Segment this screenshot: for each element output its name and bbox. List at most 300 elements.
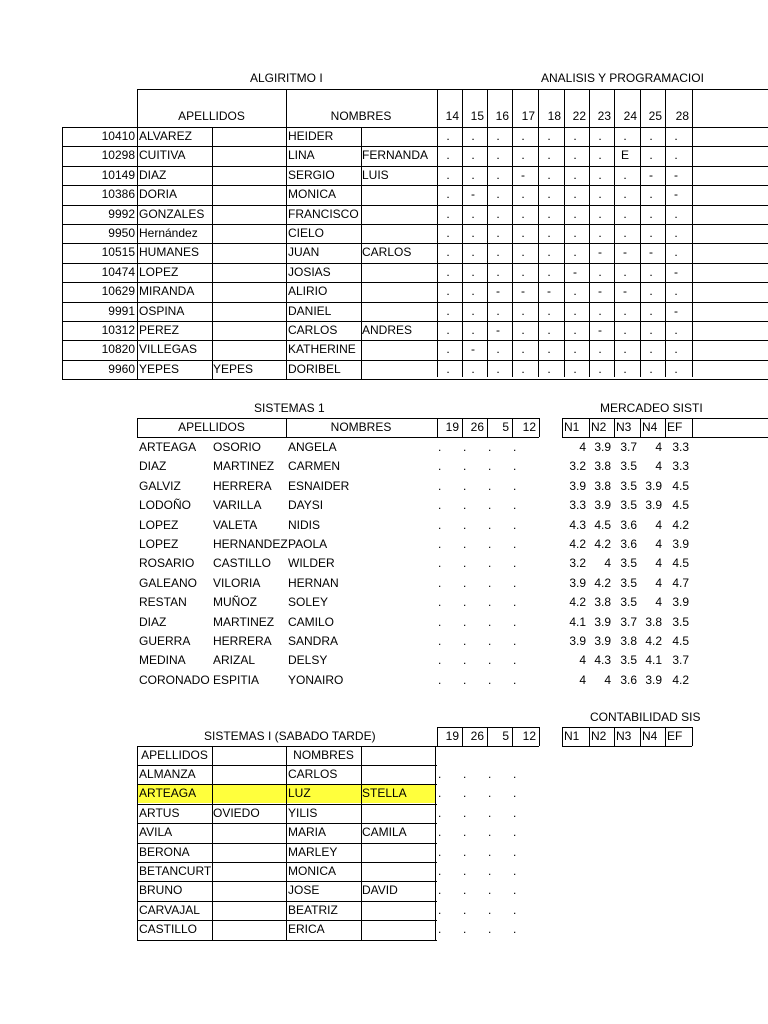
attendance-mark: . [547,129,551,143]
attendance-mark: . [488,844,492,859]
student-firstname: ANGELA [288,440,337,454]
student-firstname: MONICA [288,187,336,202]
grade-value: 4 [579,653,586,668]
attendance-mark: . [598,187,602,202]
attendance-mark: . [521,303,525,318]
attendance-mark: . [573,148,577,163]
attendance-mark: . [463,575,467,590]
attendance-mark: . [438,595,442,610]
attendance-mark: . [488,864,492,878]
grid-line [589,727,590,746]
student-id: 10629 [101,284,135,299]
grade-value: 4.5 [672,556,689,571]
column-header-day: 19 [445,729,459,743]
grid-line [361,746,362,940]
student-id: 10474 [101,264,135,279]
attendance-mark: . [463,537,467,551]
student-firstname: DELSY [288,653,328,668]
student-firstname2: DAVID [362,883,398,898]
attendance-mark: . [488,498,492,513]
grade-value: 3.8 [645,614,662,629]
grid-line [640,727,641,746]
grade-value: 3.9 [672,537,689,551]
grade-value: 3.3 [672,440,689,454]
attendance-mark: . [471,206,475,221]
grade-value: 4.2 [645,634,662,648]
attendance-mark: . [598,342,602,357]
student-id: 10149 [101,167,135,182]
attendance-mark: . [513,517,517,532]
section-title: CONTABILIDAD SIS [590,710,701,724]
attendance-mark: . [471,129,475,143]
attendance-mark: . [513,498,517,513]
grade-value: 4 [655,459,662,474]
attendance-mark: . [488,517,492,532]
attendance-mark: . [513,786,517,801]
student-firstname: KATHERINE [288,342,356,357]
attendance-mark: . [674,226,678,240]
attendance-mark: . [488,786,492,801]
attendance-mark: . [471,361,475,376]
attendance-mark: . [513,767,517,781]
attendance-mark: . [623,167,627,182]
attendance-mark: . [438,614,442,629]
grade-value: 3.9 [569,634,586,648]
attendance-mark: . [649,361,653,376]
attendance-mark: . [471,264,475,279]
student-firstname: FRANCISCO [288,206,359,221]
grade-value: 3.6 [620,537,637,551]
attendance-mark: . [463,864,467,878]
student-lastname2: YEPES [213,361,254,376]
column-header-grade: N2 [591,420,607,434]
attendance-mark: . [438,902,442,917]
attendance-mark: - [471,187,475,202]
attendance-mark: . [488,825,492,840]
grid-line [562,727,563,746]
grade-value: 3.5 [620,595,637,610]
grade-value: 3.5 [620,498,637,513]
attendance-mark: . [513,902,517,917]
attendance-mark: . [463,767,467,781]
grade-value: 3.2 [569,459,586,474]
grid-line [437,746,539,747]
attendance-mark: . [547,167,551,182]
attendance-mark: . [623,129,627,143]
section-title: ANALISIS Y PROGRAMACIOI [541,71,704,85]
grid-line [539,418,540,437]
grade-value: 4.2 [672,517,689,532]
student-firstname: ALIRIO [288,284,328,299]
attendance-mark: . [446,187,450,202]
attendance-mark: . [446,361,450,376]
grade-value: 3.9 [569,478,586,493]
attendance-mark: . [496,264,500,279]
attendance-mark: . [488,556,492,571]
column-header-day: 19 [445,420,459,434]
student-lastname: LOPEZ [139,517,179,532]
student-id: 10386 [101,187,135,202]
attendance-mark: . [623,361,627,376]
grade-value: 3.9 [569,575,586,590]
attendance-mark: . [649,342,653,357]
attendance-mark: - [649,167,653,182]
attendance-mark: . [488,883,492,898]
attendance-mark: . [438,440,442,454]
student-firstname: YONAIRO [288,672,344,687]
student-id: 9960 [108,361,135,376]
student-id: 10410 [101,129,135,143]
student-lastname: DIAZ [139,614,167,629]
attendance-mark: . [471,148,475,163]
grid-line [539,727,540,746]
student-firstname: CAMILO [288,614,335,629]
attendance-mark: . [649,303,653,318]
attendance-mark: . [438,922,442,937]
grade-value: 4.3 [569,517,586,532]
grade-value: 4 [655,556,662,571]
attendance-mark: . [513,556,517,571]
grid-line [692,89,693,377]
attendance-mark: . [521,148,525,163]
attendance-mark: . [496,342,500,357]
attendance-mark: . [513,672,517,687]
attendance-mark: - [649,245,653,260]
grid-line [692,418,693,437]
student-firstname: DORIBEL [288,361,341,376]
column-header-grade: EF [667,420,683,434]
attendance-mark: . [674,361,678,376]
student-firstname: LINA [288,148,315,163]
student-lastname2: MARTINEZ [213,614,275,629]
grade-value: 3.8 [594,459,611,474]
column-header-day: 22 [572,109,586,123]
grade-value: 4 [604,672,611,687]
attendance-mark: . [513,864,517,878]
attendance-mark: . [463,883,467,898]
attendance-mark: . [488,767,492,781]
attendance-mark: . [674,206,678,221]
student-id: 9992 [108,206,135,221]
student-firstname: HEIDER [288,129,334,143]
grade-value: 3.6 [620,517,637,532]
column-header-apellidos: APELLIDOS [178,420,245,434]
attendance-mark: . [438,498,442,513]
attendance-mark: . [573,187,577,202]
attendance-mark: . [513,825,517,840]
attendance-mark: . [463,786,467,801]
attendance-mark: . [471,323,475,337]
student-firstname: PAOLA [288,537,328,551]
attendance-mark: . [649,264,653,279]
grade-value: 4.2 [569,537,586,551]
student-lastname: MIRANDA [139,284,195,299]
attendance-mark: . [488,614,492,629]
attendance-mark: . [513,575,517,590]
attendance-mark: . [446,167,450,182]
attendance-mark: . [488,634,492,648]
attendance-mark: . [463,595,467,610]
student-lastname: BETANCURT [139,864,212,878]
grade-value: 3.6 [620,672,637,687]
grade-value: 4.5 [672,478,689,493]
attendance-mark: . [513,883,517,898]
attendance-mark: . [573,226,577,240]
attendance-mark: . [488,575,492,590]
attendance-mark: . [674,342,678,357]
attendance-mark: . [521,323,525,337]
attendance-mark: . [521,206,525,221]
attendance-mark: . [573,129,577,143]
student-firstname: HERNAN [288,575,339,590]
attendance-mark: . [488,478,492,493]
attendance-mark: . [649,206,653,221]
student-lastname2: VALETA [213,517,258,532]
attendance-mark: . [438,805,442,820]
column-header-day: 12 [522,420,536,434]
grid-line [286,746,287,940]
grid-line [589,418,590,437]
student-lastname: CORONADO [139,672,210,687]
grid-line [665,418,666,437]
attendance-mark: . [598,129,602,143]
grid-line [137,127,138,379]
attendance-mark: . [513,844,517,859]
column-header-day: 5 [502,420,509,434]
attendance-mark: . [446,206,450,221]
grade-value: 4.1 [645,653,662,668]
attendance-mark: . [649,226,653,240]
attendance-mark: . [598,148,602,163]
column-header-day: 15 [470,109,484,123]
student-lastname2: VILORIA [213,575,261,590]
attendance-mark: . [573,167,577,182]
attendance-mark: . [513,440,517,454]
attendance-mark: . [513,634,517,648]
student-id: 10298 [101,148,135,163]
student-lastname: Hernández [139,226,198,240]
attendance-mark: - [521,167,525,182]
student-lastname2: HERNANDEZ [213,537,288,551]
student-firstname: MARIA [288,825,327,840]
attendance-mark: . [547,148,551,163]
attendance-mark: E [620,148,629,163]
attendance-mark: . [547,303,551,318]
attendance-mark: . [446,323,450,337]
column-header-day: 24 [623,109,637,123]
student-firstname: DANIEL [288,303,332,318]
grid-line [692,727,693,746]
student-firstname2: CARLOS [362,245,412,260]
column-header-grade: N1 [564,729,580,743]
grid-line [212,127,213,379]
grade-value: 4.1 [569,614,586,629]
column-header-grade: N4 [642,729,658,743]
student-lastname2: OSORIO [213,440,262,454]
student-firstname: JOSE [288,883,320,898]
student-lastname: RESTAN [139,595,187,610]
attendance-mark: . [521,264,525,279]
attendance-mark: . [496,187,500,202]
student-lastname: CARVAJAL [139,902,200,917]
grade-value: 3.9 [672,595,689,610]
attendance-mark: . [463,498,467,513]
attendance-mark: . [438,459,442,474]
student-firstname: ERICA [288,922,325,937]
attendance-mark: . [513,805,517,820]
attendance-mark: . [649,323,653,337]
column-header-nombres: NOMBRES [330,420,392,434]
section-title: MERCADEO SISTI [600,401,703,415]
attendance-mark: . [573,303,577,318]
attendance-mark: . [471,167,475,182]
student-firstname: DAYSI [288,498,324,513]
column-header-apellidos: APELLIDOS [141,748,208,762]
attendance-mark: . [598,361,602,376]
attendance-mark: - [521,284,525,299]
grade-value: 3.8 [594,595,611,610]
column-header-day: 26 [470,420,484,434]
column-header-nombres: NOMBRES [293,748,354,762]
attendance-mark: - [674,264,678,279]
student-firstname: YILIS [288,805,318,820]
grade-value: 4.7 [672,575,689,590]
grid-line [665,727,666,746]
attendance-mark: . [471,303,475,318]
attendance-mark: . [573,284,577,299]
attendance-mark: . [649,284,653,299]
student-lastname: CUITIVA [139,148,186,163]
column-header-grade: N3 [616,420,632,434]
attendance-mark: . [463,478,467,493]
student-lastname2: HERRERA [213,478,272,493]
attendance-mark: . [674,284,678,299]
grade-value: 3.9 [594,634,611,648]
attendance-mark: . [513,614,517,629]
student-firstname: JUAN [288,245,320,260]
student-lastname: ALMANZA [139,767,196,781]
attendance-mark: . [488,672,492,687]
grid-line [137,804,437,805]
attendance-mark: - [598,284,602,299]
attendance-mark: - [496,323,500,337]
student-lastname2: HERRERA [213,634,272,648]
attendance-mark: . [438,767,442,781]
student-lastname2: ARIZAL [213,653,256,668]
attendance-mark: . [446,342,450,357]
attendance-mark: . [463,902,467,917]
student-firstname: BEATRIZ [288,902,338,917]
attendance-mark: . [598,264,602,279]
student-firstname: ESNAIDER [288,478,350,493]
attendance-mark: . [463,825,467,840]
attendance-mark: . [488,459,492,474]
attendance-mark: . [623,303,627,318]
column-header-day: 28 [675,109,689,123]
grade-value: 3.5 [620,556,637,571]
student-lastname: GUERRA [139,634,191,648]
attendance-mark: . [674,323,678,337]
student-lastname2: MARTINEZ [213,459,275,474]
attendance-mark: . [674,245,678,260]
attendance-mark: . [438,672,442,687]
attendance-mark: . [513,478,517,493]
attendance-mark: . [496,226,500,240]
attendance-mark: . [463,517,467,532]
grade-value: 4 [579,672,586,687]
student-lastname: DIAZ [139,167,167,182]
attendance-mark: . [438,634,442,648]
attendance-mark: . [446,148,450,163]
student-lastname: LOPEZ [139,537,179,551]
grade-value: 4 [604,556,611,571]
student-firstname: SERGIO [288,167,335,182]
grade-value: 3.3 [569,498,586,513]
attendance-mark: . [471,226,475,240]
attendance-mark: - [674,187,678,202]
grade-value: 3.7 [620,440,637,454]
student-firstname2: ANDRES [362,323,413,337]
column-header-day: 5 [502,729,509,743]
attendance-mark: . [438,653,442,668]
attendance-mark: . [513,653,517,668]
student-firstname: JOSIAS [288,264,331,279]
student-lastname: DORIA [139,187,178,202]
attendance-mark: . [438,844,442,859]
grade-value: 4.5 [672,634,689,648]
student-lastname: GALEANO [139,575,198,590]
attendance-mark: - [547,284,551,299]
column-header-grade: N4 [642,420,658,434]
attendance-mark: - [674,303,678,318]
attendance-mark: . [471,284,475,299]
grade-value: 4.2 [594,537,611,551]
student-lastname2: VARILLA [213,498,262,513]
grid-line [614,418,615,437]
student-lastname: LOPEZ [139,264,179,279]
column-header-day: 26 [470,729,484,743]
attendance-mark: . [521,187,525,202]
attendance-mark: . [438,575,442,590]
attendance-mark: . [513,459,517,474]
student-firstname: CARLOS [288,767,338,781]
attendance-mark: . [598,226,602,240]
student-id: 10820 [101,342,135,357]
student-firstname: LUZ [288,786,311,801]
attendance-mark: . [488,653,492,668]
attendance-mark: . [463,440,467,454]
student-lastname2: CASTILLO [213,556,272,571]
attendance-mark: . [521,226,525,240]
attendance-mark: - [674,167,678,182]
attendance-mark: . [623,226,627,240]
grid-line [562,746,692,747]
student-lastname2: OVIEDO [213,805,260,820]
attendance-mark: . [649,187,653,202]
attendance-mark: . [488,922,492,937]
attendance-mark: . [547,342,551,357]
attendance-mark: . [623,206,627,221]
column-header-day: 18 [547,109,561,123]
grade-value: 4.2 [569,595,586,610]
student-lastname: ROSARIO [139,556,195,571]
attendance-mark: . [573,245,577,260]
student-lastname: GONZALES [139,206,205,221]
column-header-grade: N3 [616,729,632,743]
grade-value: 3.9 [645,498,662,513]
grade-value: 3.8 [594,478,611,493]
attendance-mark: . [598,303,602,318]
